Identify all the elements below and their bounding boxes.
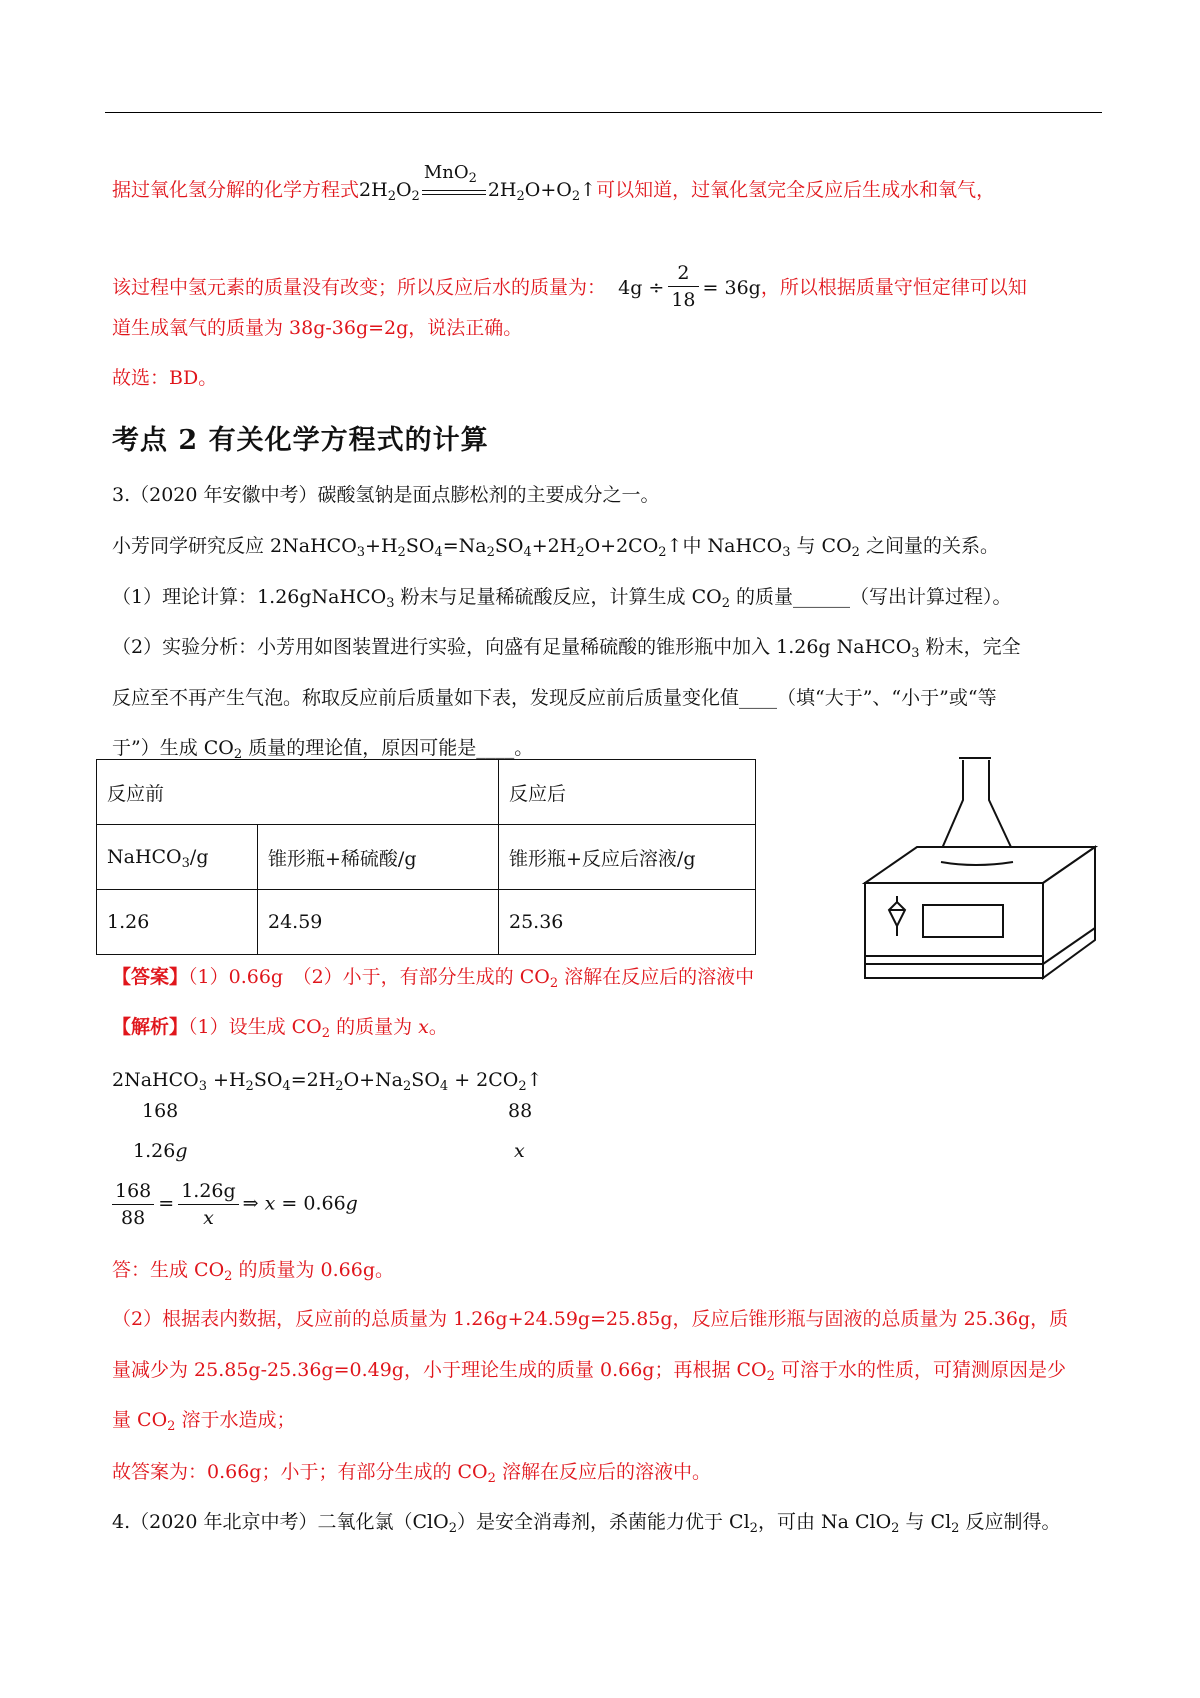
catalyst-equals: MnO$_2$ (422, 188, 486, 195)
col-nahco3: NaHCO$_3$/g (97, 825, 258, 890)
choice-answer: 故选：BD。 (112, 367, 218, 389)
val-nahco3: 1.26 (97, 890, 258, 955)
molar-mass-nahco3: 168 (142, 1100, 179, 1122)
header-before: 反应前 (97, 760, 499, 825)
q4-intro: 4.（2020 年北京中考）二氧化氯（ClO$_2$）是安全消毒剂，杀菌能力优于 $Cl_2$，可由 Na ClO$_2$ 与 $Cl_2$ 反应制得。 (112, 1511, 1061, 1536)
q3-intro: 3.（2020 年安徽中考）碳酸氢钠是面点膨松剂的主要成分之一。 (112, 484, 660, 506)
fraction-2-18: $\frac{2}{18}$ (668, 260, 698, 313)
q3-part1: （1）理论计算：1.26gNaHCO$_3$ 粉末与足量稀硫酸反应，计算生成 $CO_2$ 的质量______（写出计算过程）。 (112, 586, 1012, 611)
para1-suffix: 可以知道，过氧化氢完全反应后生成水和氧气， (596, 179, 996, 201)
para-water-mass: 该过程中氢元素的质量没有改变；所以反应后水的质量为： 4g ÷ $\frac{2}{18}$ = 36g，所以根据质量守恒定律可以知 (112, 262, 1027, 311)
final-answer: 故答案为：0.66g；小于；有部分生成的 $CO_2$ 溶解在反应后的溶液中。 (112, 1461, 711, 1486)
q3-part2-line1: （2）实验分析：小芳用如图装置进行实验，向盛有足量稀硫酸的锥形瓶中加入 1.26g NaHCO$_3$ 粉末，完全 (112, 636, 1021, 661)
q3-part2-line3: 于”）生成 $CO_2$ 质量的理论值，原因可能是____。 (112, 737, 534, 762)
analysis-line: 【解析】（1）设生成 $CO_2$ 的质量为 x。 (112, 1016, 448, 1041)
para-equation-h2o2 (112, 161, 996, 205)
answer-line: 【答案】（1）0.66g （2）小于，有部分生成的 $CO_2$ 溶解在反应后的溶液中 (112, 966, 755, 991)
fraction-168-88: $\frac{168}{88}$ (112, 1178, 154, 1231)
proportion-expression: $\frac{168}{88}$ = $\frac{1.26g}{x}$ ⇒ x = 0.66g (112, 1178, 358, 1231)
part2-line2: 量减少为 25.85g-25.36g=0.49g，小于理论生成的质量 0.66g；再根据 $CO_2$ 可溶于水的性质，可猜测原因是少 (112, 1359, 1066, 1384)
given-mass: 1.26g (133, 1140, 188, 1162)
part2-line1: （2）根据表内数据，反应前的总质量为 1.26g+24.59g=25.85g，反应后锥形瓶与固液的总质量为 25.36g，质 (112, 1308, 1069, 1330)
unknown-x: x (514, 1140, 525, 1162)
fraction-mass-x: $\frac{1.26g}{x}$ (178, 1178, 238, 1231)
table-row (97, 760, 756, 825)
table-row (97, 890, 756, 955)
reaction-equation: 2NaHCO$_3$ $+H_2SO_4=2H_2O+Na_2SO_4$ + $2CO_2↑$ (112, 1069, 543, 1094)
mass-table (96, 759, 756, 955)
col-flask-acid: 锥形瓶+稀硫酸/g (258, 825, 499, 890)
balance-flask-illustration (855, 750, 1105, 990)
val-flask-solution: 25.36 (499, 890, 756, 955)
products-formula: $2H_2O+O_2↑$ (487, 179, 597, 204)
h2o2-formula: $2H_2O_2$ (359, 179, 420, 204)
table-row (97, 825, 756, 890)
q3-part2-line2: 反应至不再产生气泡。称取反应前后质量如下表，发现反应前后质量变化值____（填“大于”、“小于”或“等 (112, 687, 997, 709)
answer-co2-mass: 答：生成 $CO_2$ 的质量为 0.66g。 (112, 1259, 394, 1284)
section-heading: 考点 2 有关化学方程式的计算 (112, 425, 489, 456)
val-flask-acid: 24.59 (258, 890, 499, 955)
header-after: 反应后 (499, 760, 756, 825)
header-rule (105, 112, 1102, 113)
part2-line3: 量 $CO_2$ 溶于水造成； (112, 1409, 296, 1434)
para-oxygen-mass: 道生成氧气的质量为 38g-36g=2g，说法正确。 (112, 317, 523, 339)
q3-reaction: 小芳同学研究反应 $2NaHCO_3+H_2SO_4=Na_2SO_4+2H_2O+2CO_2↑$中 NaHCO$_3$ 与 $CO_2$ 之间量的关系。 (112, 535, 999, 560)
col-flask-solution: 锥形瓶+反应后溶液/g (499, 825, 756, 890)
para1-prefix: 据过氧化氢分解的化学方程式 (112, 179, 360, 201)
calc-expression: 4g ÷ $\frac{2}{18}$ = 36g (618, 262, 761, 311)
molar-mass-co2: 88 (508, 1100, 533, 1122)
